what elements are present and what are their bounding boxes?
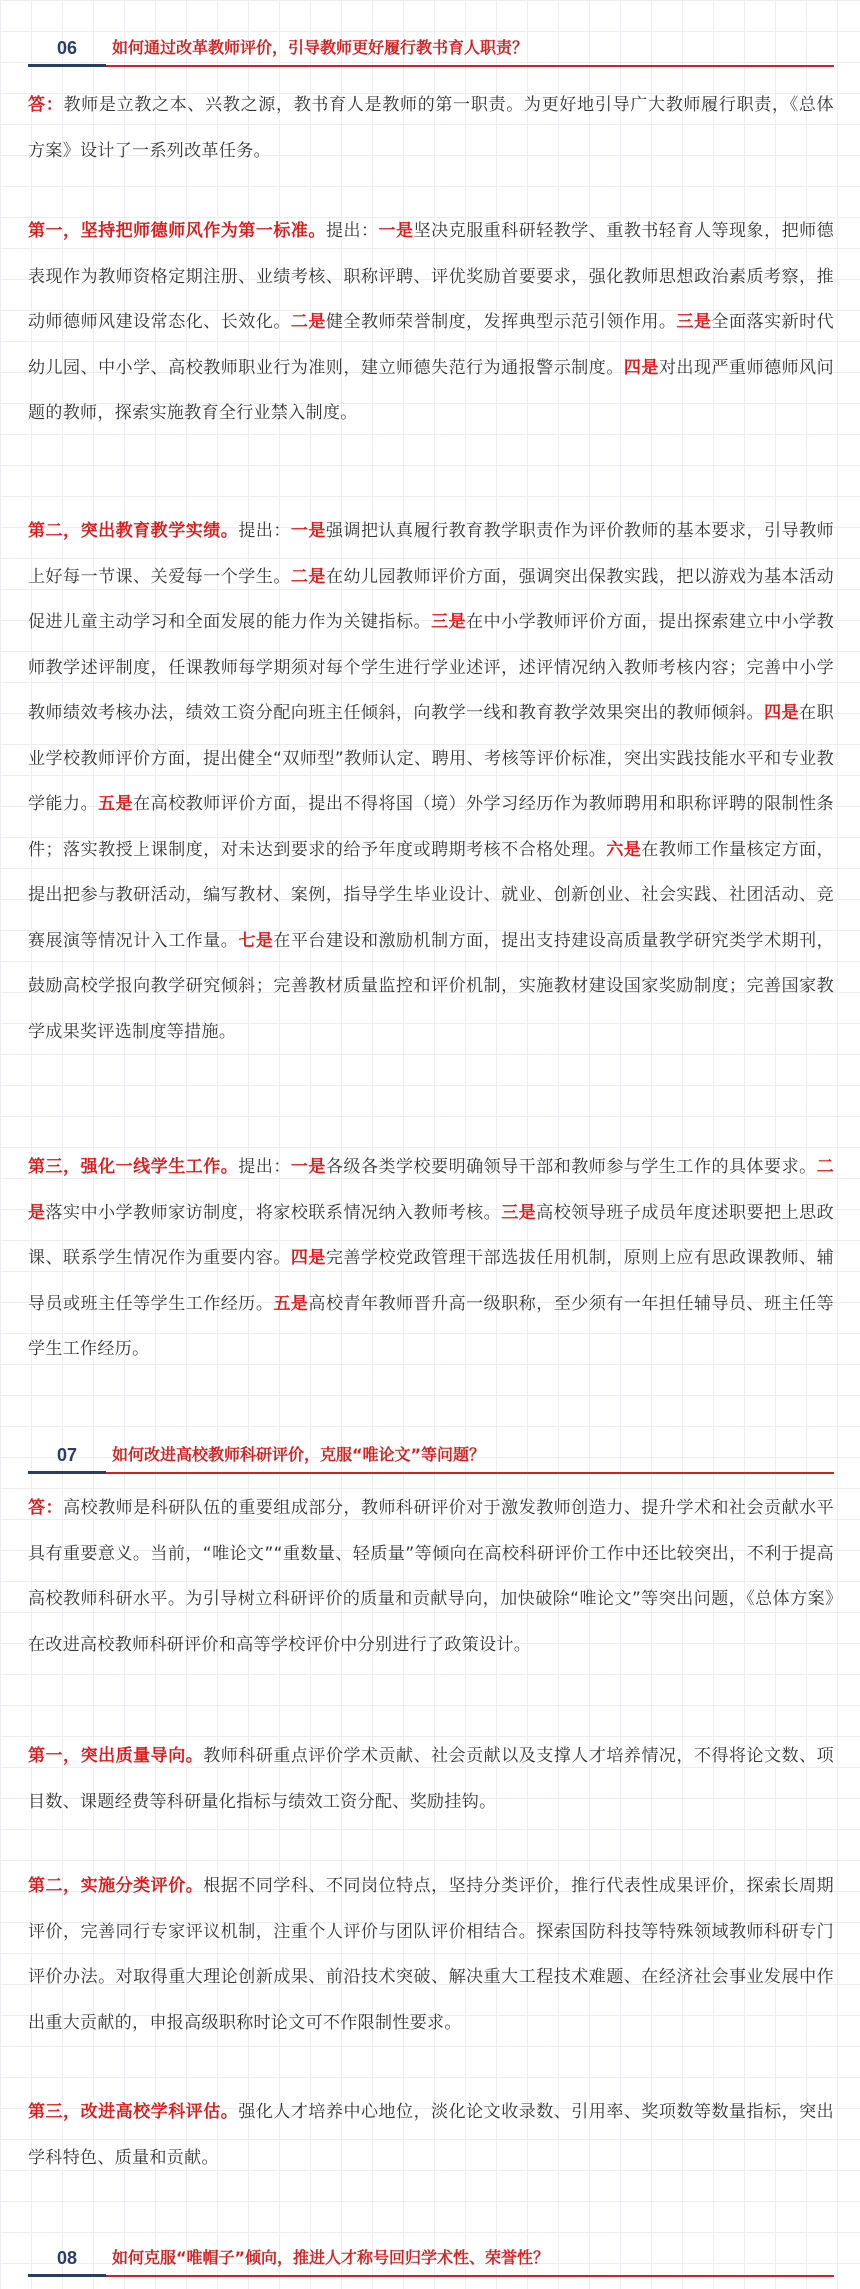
heading-rule-red [106,2275,834,2277]
point-title: 第二，实施分类评价。 [28,1876,204,1896]
item-mark: 三是 [431,612,467,632]
answer-paragraph [28,83,834,174]
heading-rule-navy [28,2274,106,2277]
answer-label: 答： [28,95,64,115]
point-title: 第三，改进高校学科评估。 [28,2102,239,2122]
heading-rule-red [106,1472,834,1474]
item-mark: 二是 [28,1157,834,1223]
item-mark: 三是 [501,1202,537,1223]
item-mark: 六是 [606,839,642,860]
question-number: 07 [56,1444,78,1465]
point-title: 第三，强化一线学生工作。 [28,1157,239,1177]
question-number: 06 [56,37,78,58]
point-paragraph-3: 第三，改进高校学科评估。强化人才培养中心地位，淡化论文收录数、引用率、奖项数等数量指标，突出学科特色、质量和贡献。 [28,2102,834,2168]
heading-rule-red [106,65,834,67]
item-mark: 五是 [98,794,134,814]
point-title: 第二，突出教育教学实绩。 [28,521,239,541]
heading-rule-navy [28,1471,106,1474]
point-paragraph-1: 第一，突出质量导向。教师科研重点评价学术贡献、社会贡献以及支撑人才培养情况，不得将论文数、项目数、课题经费等科研量化指标与绩效工资分配、奖励挂钩。 [28,1746,835,1812]
question-08-heading [28,2236,834,2280]
item-mark: 三是 [676,312,712,332]
item-mark: 二是 [290,566,326,587]
question-title: 如何通过改革教师评价，引导教师更好履行教书育人职责？ [112,38,529,57]
question-title: 如何改进高校教师科研评价，克服“唯论文”等问题？ [112,1445,486,1464]
point-paragraph-2: 第二，实施分类评价。根据不同学科、不同岗位特点，坚持分类评价，推行代表性成果评价，探索长周期评价，完善同行专家评议机制，注重个人评价与团队评价相结合。探索国防科技等特殊领域教师科研专门评价办法。对取得重大理论创新成果、前沿技术突破、解决重大工程技术难题、在经济社会事业发展中作出重大贡献的，申报高级职称时论文可不作限制性要求。 [28,1876,835,2033]
item-mark: 一是 [378,221,414,241]
item-mark: 二是 [290,312,326,332]
item-mark: 一是 [290,1157,326,1177]
point-paragraph-2: 第二，突出教育教学实绩。提出：一是强调把认真履行教育教学职责作为评价教师的基本要求，引导教师上好每一节课、关爱每一个学生。二是在幼儿园教师评价方面，强调突出保教实践，把以游戏为基本活动促进儿童主动学习和全面发展的能力作为关键指标。三是在中小学教师评价方面，提出探索建立中小学教师教学述评制度，任课教师每学期须对每个学生进行学业述评，述评情况纳入教师考核内容；完善中小学教师绩效考核办法，绩效工资分配向班主任倾斜，向教学一线和教育教学效果突出的教师倾斜。四是在职业学校教师评价方面，提出健全“双师型”教师认定、聘用、考核等评价标准，突出实践技能水平和专业教学能力。五是在高校教师评价方面，提出不得将国（境）外学习经历作为教师聘用和职称评聘的限制性条件；落实教授上课制度，对未达到要求的给予年度或聘期考核不合格处理。六是在教师工作量核定方面，提出把参与教研活动，编写教材、案例，指导学生毕业设计、就业、创新创业、社会实践、社团活动、竞赛展演等情况计入工作量。七是在平台建设和激励机制方面，提出支持建设高质量教学研究类学术期刊，鼓励高校学报向教学研究倾斜；完善教材质量监控和评价机制，实施教材建设国家奖励制度；完善国家教学成果奖评选制度等措施。 [28,521,835,1042]
answer-paragraph [28,1486,834,1668]
answer-label: 答： [28,1498,64,1518]
heading-rule-navy [28,64,106,67]
question-06-heading [28,26,834,70]
point-title: 第一，突出质量导向。 [28,1746,204,1766]
answer-text: 教师是立教之本、兴教之源，教书育人是教师的第一职责。为更好地引导广大教师履行职责，《总体方案》设计了一系列改革任务。 [28,95,834,161]
item-mark: 一是 [290,521,326,541]
answer-text: 高校教师是科研队伍的重要组成部分，教师科研评价对于激发教师创造力、提升学术和社会贡献水平具有重要意义。当前，“唯论文”“重数量、轻质量”等倾向在高校科研评价工作中还比较突出，不利于提高高校教师科研水平。为引导树立科研评价的质量和贡献导向，加快破除“唯论文”等突出问题，《总体方案》在改进高校教师科研评价和高等学校评价中分别进行了政策设计。 [28,1498,834,1655]
question-number: 08 [56,2247,78,2268]
item-mark: 四是 [764,703,800,723]
item-mark: 四是 [623,357,659,378]
item-mark: 七是 [238,930,274,951]
item-mark: 四是 [290,1248,326,1268]
question-title: 如何克服“唯帽子”倾向，推进人才称号回归学术性、荣誉性？ [112,2248,550,2267]
question-07-heading [28,1433,834,1477]
point-paragraph-1: 第一，坚持把师德师风作为第一标准。提出：一是坚决克服重科研轻教学、重教书轻育人等现象，把师德表现作为教师资格定期注册、业绩考核、职称评聘、评优奖励首要要求，强化教师思想政治素质考察，推动师德师风建设常态化、长效化。二是健全教师荣誉制度，发挥典型示范引领作用。三是全面落实新时代幼儿园、中小学、高校教师职业行为准则，建立师德失范行为通报警示制度。四是对出现严重师德师风问题的教师，探索实施教育全行业禁入制度。 [28,221,835,423]
point-paragraph-3: 第三，强化一线学生工作。提出：一是各级各类学校要明确领导干部和教师参与学生工作的具体要求。二是落实中小学教师家访制度，将家校联系情况纳入教师考核。三是高校领导班子成员年度述职要把上思政课、联系学生情况作为重要内容。四是完善学校党政管理干部选拔任用机制，原则上应有思政课教师、辅导员或班主任等学生工作经历。五是高校青年教师晋升高一级职称，至少须有一年担任辅导员、班主任等学生工作经历。 [28,1157,835,1359]
item-mark: 五是 [273,1293,309,1314]
point-title: 第一，坚持把师德师风作为第一标准。 [28,221,326,241]
